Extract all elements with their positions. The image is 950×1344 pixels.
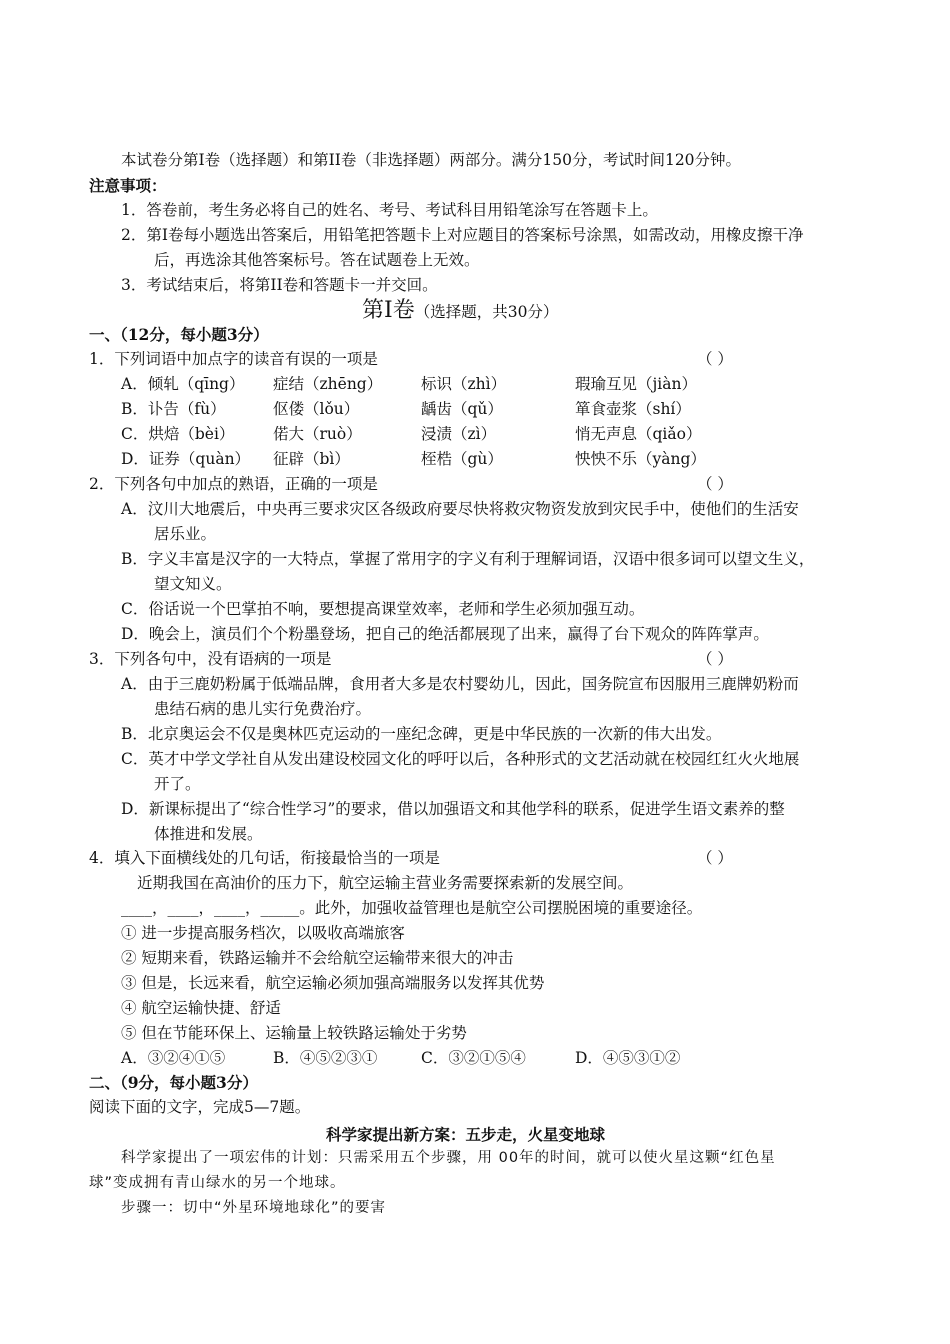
q3-option-c-cont: 开了。 xyxy=(154,775,201,793)
q1-a-col4: 瑕瑜互见（jiàn） xyxy=(575,375,697,393)
exam-intro: 本试卷分第I卷（选择题）和第II卷（非选择题）两部分。满分150分，考试时间120分钟。 xyxy=(121,151,742,169)
q4-option-c: C．③②①⑤④ xyxy=(421,1049,526,1067)
q1-b-col4: 箪食壶浆（shí） xyxy=(575,400,691,418)
q2-stem: 2．下列各句中加点的熟语，正确的一项是 xyxy=(89,475,378,493)
section2-heading: 二、（9分，每小题3分） xyxy=(89,1073,258,1092)
q2-answer-paren: （ ） xyxy=(697,475,733,493)
q4-item-2: ② 短期来看，铁路运输并不会给航空运输带来很大的冲击 xyxy=(121,949,514,967)
q2-option-b: B．字义丰富是汉字的一大特点，掌握了常用字的字义有利于理解词语，汉语中很多词可以望文生义， xyxy=(121,550,815,568)
q2-option-a-cont: 居乐业。 xyxy=(154,525,217,543)
article-paragraph-1: 科学家提出了一项宏伟的计划：只需采用五个步骤，用 00年的时间，就可以使火星这颗“红色星 xyxy=(121,1150,776,1166)
q4-option-d: D．④⑤③①② xyxy=(575,1049,681,1067)
q4-item-1: ① 进一步提高服务档次，以吸收高端旅客 xyxy=(121,924,405,942)
notes-heading: 注意事项： xyxy=(89,176,167,195)
q1-a-col2: 症结（zhēng） xyxy=(273,375,383,393)
note-item-2-cont: 后，再选涂其他答案标号。答在试题卷上无效。 xyxy=(154,251,480,269)
q3-option-a: A．由于三鹿奶粉属于低端品牌，食用者大多是农村婴幼儿，因此，国务院宣布因服用三鹿牌奶粉而 xyxy=(121,675,799,693)
q1-d-col3: 桎梏（gù） xyxy=(421,450,503,468)
q1-c-col4: 悄无声息（qiǎo） xyxy=(575,425,702,443)
q1-d-col1: D．证券（quàn） xyxy=(121,450,251,468)
q1-c-col1: C．烘焙（bèi） xyxy=(121,425,235,443)
q1-stem: 1．下列词语中加点字的读音有误的一项是 xyxy=(89,350,378,368)
q3-option-b: B．北京奥运会不仅是奥林匹克运动的一座纪念碑，更是中华民族的一次新的伟大出发。 xyxy=(121,725,722,743)
q3-option-c: C．英才中学文学社自从发出建设校园文化的呼吁以后，各种形式的文艺活动就在校园红红火火地展 xyxy=(121,750,800,768)
article-paragraph-1-cont: 球”变成拥有青山绿水的另一个地球。 xyxy=(89,1175,346,1191)
part1-title xyxy=(362,298,558,325)
q4-answer-paren: （ ） xyxy=(697,849,733,867)
q3-stem: 3．下列各句中，没有语病的一项是 xyxy=(89,650,332,668)
q4-stem: 4．填入下面横线处的几句话，衔接最恰当的一项是 xyxy=(89,849,440,867)
q4-option-a: A．③②④①⑤ xyxy=(121,1049,226,1067)
q2-option-c: C．俗话说一个巴掌拍不响，要想提高课堂效率，老师和学生必须加强互动。 xyxy=(121,600,645,618)
note-item-1: 1．答卷前，考生务必将自己的姓名、考号、考试科目用铅笔涂写在答题卡上。 xyxy=(121,201,658,219)
q3-option-d: D．新课标提出了“综合性学习”的要求，借以加强语文和其他学科的联系，促进学生语文素养的整 xyxy=(121,800,785,818)
section2-instruction: 阅读下面的文字，完成5—7题。 xyxy=(89,1098,311,1116)
q1-b-col3: 龋齿（qǔ） xyxy=(421,400,503,418)
q1-d-col2: 征辟（bì） xyxy=(273,450,350,468)
q1-c-col3: 浸渍（zì） xyxy=(421,425,497,443)
note-item-2: 2．第I卷每小题选出答案后，用铅笔把答题卡上对应题目的答案标号涂黑，如需改动，用橡皮擦干净 xyxy=(121,226,804,244)
q4-item-3: ③ 但是，长远来看，航空运输必须加强高端服务以发挥其优势 xyxy=(121,974,545,992)
q1-answer-paren: （ ） xyxy=(697,350,733,368)
note-item-3: 3．考试结束后，将第II卷和答题卡一并交回。 xyxy=(121,276,438,294)
q1-b-col2: 伛偻（lǒu） xyxy=(273,400,360,418)
q4-passage-1: 近期我国在高油价的压力下，航空运输主营业务需要探索新的发展空间。 xyxy=(137,874,634,892)
q2-option-a: A．汶川大地震后，中央再三要求灾区各级政府要尽快将救灾物资发放到灾民手中，使他们的生活安 xyxy=(121,500,799,518)
q4-item-4: ④ 航空运输快捷、舒适 xyxy=(121,999,281,1017)
q3-option-d-cont: 体推进和发展。 xyxy=(154,825,263,843)
article-title: 科学家提出新方案：五步走，火星变地球 xyxy=(326,1125,606,1144)
q2-option-d: D．晚会上，演员们个个粉墨登场，把自己的绝活都展现了出来，赢得了台下观众的阵阵掌声。 xyxy=(121,625,769,643)
q4-passage-2: ____，____，____，_____。此外，加强收益管理也是航空公司摆脱困境的重要途径。 xyxy=(121,899,703,917)
q1-a-col3: 标识（zhì） xyxy=(421,375,507,393)
q1-c-col2: 偌大（ruò） xyxy=(273,425,362,443)
article-step-1: 步骤一：切中“外星环境地球化”的要害 xyxy=(121,1200,387,1216)
q3-answer-paren: （ ） xyxy=(697,650,733,668)
q3-option-a-cont: 患结石病的患儿实行免费治疗。 xyxy=(154,700,372,718)
section1-heading: 一、（12分，每小题3分） xyxy=(89,325,269,344)
part1-subtitle: （选择题，共30分） xyxy=(414,303,559,321)
q1-b-col1: B．讣告（fù） xyxy=(121,400,226,418)
q4-item-5: ⑤ 但在节能环保上、运输量上较铁路运输处于劣势 xyxy=(121,1024,467,1042)
q1-a-col1: A．倾轧（qīng） xyxy=(121,375,245,393)
q1-d-col4: 怏怏不乐（yàng） xyxy=(575,450,706,468)
q2-option-b-cont: 望文知义。 xyxy=(154,575,232,593)
part1-title-main: 第Ⅰ卷 xyxy=(362,298,415,323)
q4-option-b: B．④⑤②③① xyxy=(273,1049,378,1067)
